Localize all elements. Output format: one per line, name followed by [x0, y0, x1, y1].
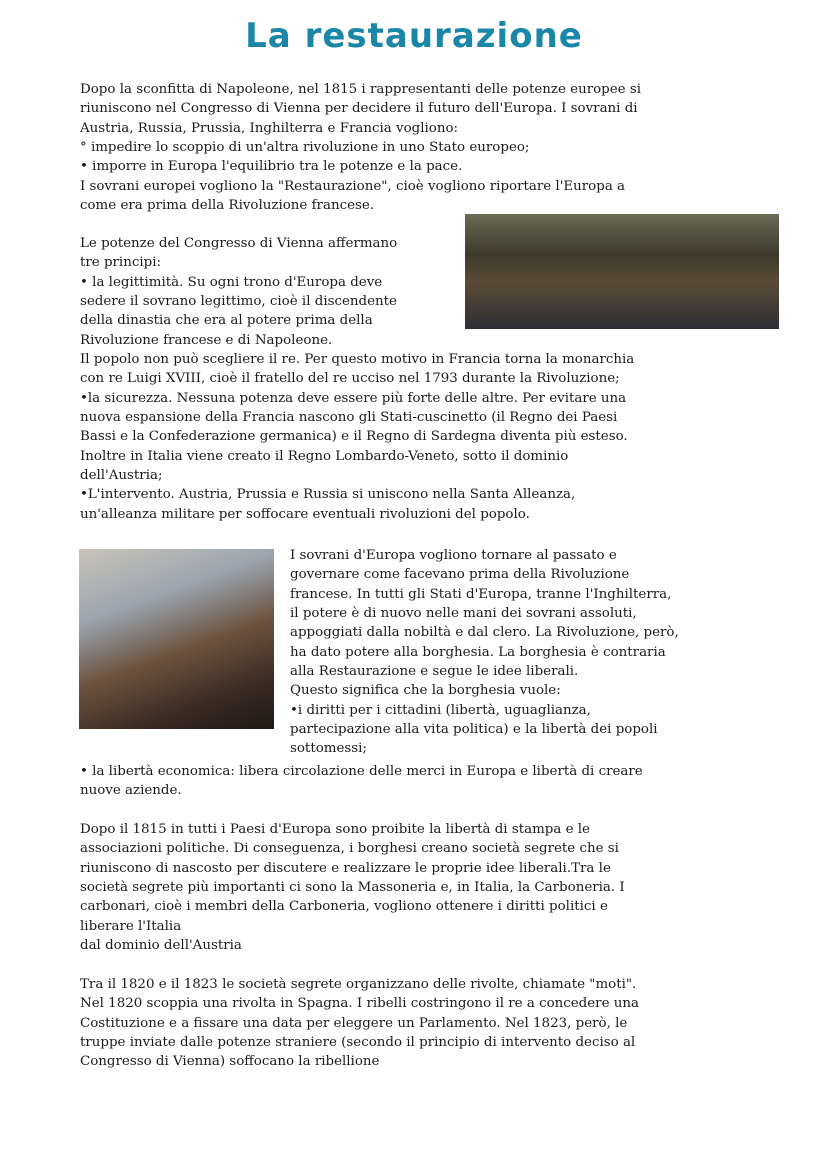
text-line: nuove aziende.: [80, 783, 182, 799]
text-line: partecipazione alla vita politica) e la libertà dei popoli: [290, 722, 658, 738]
text-line: I sovrani d'Europa vogliono tornare al passato e: [290, 548, 617, 563]
text-line: Il popolo non può scegliere il re. Per questo motivo in Francia torna la monarchia: [80, 352, 635, 367]
congress-of-vienna-painting: [465, 214, 779, 329]
text-line: associazioni politiche. Di conseguenza, i borghesi creano società segrete che si: [80, 841, 619, 857]
text-line: appoggiati dalla nobiltà e dal clero. La Rivoluzione, però,: [290, 625, 679, 641]
text-line: francese. In tutti gli Stati d'Europa, tranne l'Inghilterra,: [290, 586, 672, 602]
paragraph-economic-freedom: [80, 762, 643, 801]
text-line: alla Restaurazione e segue le idee liberali.: [290, 664, 579, 680]
text-line: ha dato potere alla borghesia. La borghesia è contraria: [290, 644, 666, 660]
text-line: Rivoluzione francese e di Napoleone.: [80, 332, 333, 348]
text-line: sedere il sovrano legittimo, cioè il discendente: [80, 294, 397, 310]
paragraph-intro: [80, 80, 641, 215]
text-line: con re Luigi XVIII, cioè il fratello del re ucciso nel 1793 durante la Rivoluzione;: [80, 371, 620, 387]
text-line: truppe inviate dalle potenze straniere (secondo il principio di intervento deciso al: [80, 1035, 636, 1051]
text-line: carbonari, cioè i membri della Carboneria, vogliono ottenere i diritti politici e: [80, 899, 608, 915]
paragraph-uprisings: [80, 975, 639, 1072]
text-line: ° impedire lo scoppio di un'altra rivoluzione in uno Stato europeo;: [80, 140, 530, 156]
text-line: Questo significa che la borghesia vuole:: [290, 683, 561, 699]
text-line: • imporre in Europa l'equilibrio tra le potenze e la pace.: [80, 159, 463, 175]
text-line: I sovrani europei vogliono la "Restaurazione", cioè vogliono riportare l'Europa a: [80, 178, 626, 194]
page-title: La restaurazione: [245, 16, 583, 56]
text-line: Nel 1820 scoppia una rivolta in Spagna. I ribelli costringono il re a concedere una: [80, 996, 639, 1012]
text-line: Austria, Russia, Prussia, Inghilterra e Francia vogliono:: [80, 120, 459, 136]
text-line: società segrete più importanti ci sono la Massoneria e, in Italia, la Carboneria. I: [80, 880, 625, 896]
text-line: Congresso di Vienna) soffocano la ribellione: [80, 1054, 380, 1070]
text-line: Le potenze del Congresso di Vienna affermano: [80, 236, 398, 251]
text-line: • la legittimità. Su ogni trono d'Europa deve: [80, 274, 383, 290]
paragraph-principles-cont: [80, 350, 634, 524]
text-line: della dinastia che era al potere prima della: [80, 313, 373, 329]
paragraph-bourgeoisie: [290, 546, 679, 759]
text-line: Inoltre in Italia viene creato il Regno Lombardo-Veneto, sotto il dominio: [80, 448, 569, 464]
text-line: nuova espansione della Francia nascono gli Stati-cuscinetto (il Regno dei Paesi: [80, 410, 618, 426]
text-line: il potere è di nuovo nelle mani dei sovrani assoluti,: [290, 606, 637, 622]
text-line: tre principi:: [80, 255, 161, 271]
text-line: sottomessi;: [290, 741, 367, 757]
text-line: Dopo la sconfitta di Napoleone, nel 1815 i rappresentanti delle potenze europee si: [80, 82, 642, 97]
text-line: •i diritti per i cittadini (libertà, uguaglianza,: [290, 702, 591, 718]
text-line: Tra il 1820 e il 1823 le società segrete organizzano delle rivolte, chiamate "moti".: [80, 977, 637, 992]
text-line: Costituzione e a fissare una data per eleggere un Parlamento. Nel 1823, però, le: [80, 1015, 628, 1031]
revolution-painting: [79, 549, 274, 729]
text-line: come era prima della Rivoluzione francese.: [80, 198, 375, 214]
text-line: liberare l'Italia: [80, 918, 182, 934]
text-line: riuniscono nel Congresso di Vienna per decidere il futuro dell'Europa. I sovrani di: [80, 101, 638, 117]
text-line: dell'Austria;: [80, 468, 163, 484]
text-line: dal dominio dell'Austria: [80, 938, 242, 954]
text-line: Dopo il 1815 in tutti i Paesi d'Europa sono proibite la libertà di stampa e le: [80, 822, 590, 837]
text-line: • la libertà economica: libera circolazione delle merci in Europa e libertà di creare: [80, 764, 643, 779]
text-line: •la sicurezza. Nessuna potenza deve essere più forte delle altre. Per evitare una: [80, 390, 627, 406]
text-line: governare come facevano prima della Rivoluzione: [290, 567, 630, 583]
text-line: riuniscono di nascosto per discutere e realizzare le proprie idee liberali.Tra le: [80, 860, 611, 876]
text-line: •L'intervento. Austria, Prussia e Russia si uniscono nella Santa Alleanza,: [80, 487, 576, 503]
text-line: un'alleanza militare per soffocare eventuali rivoluzioni del popolo.: [80, 506, 530, 522]
text-line: Bassi e la Confederazione germanica) e il Regno di Sardegna diventa più esteso.: [80, 429, 628, 445]
paragraph-secret-societies: [80, 820, 625, 955]
paragraph-principles: [80, 234, 397, 350]
